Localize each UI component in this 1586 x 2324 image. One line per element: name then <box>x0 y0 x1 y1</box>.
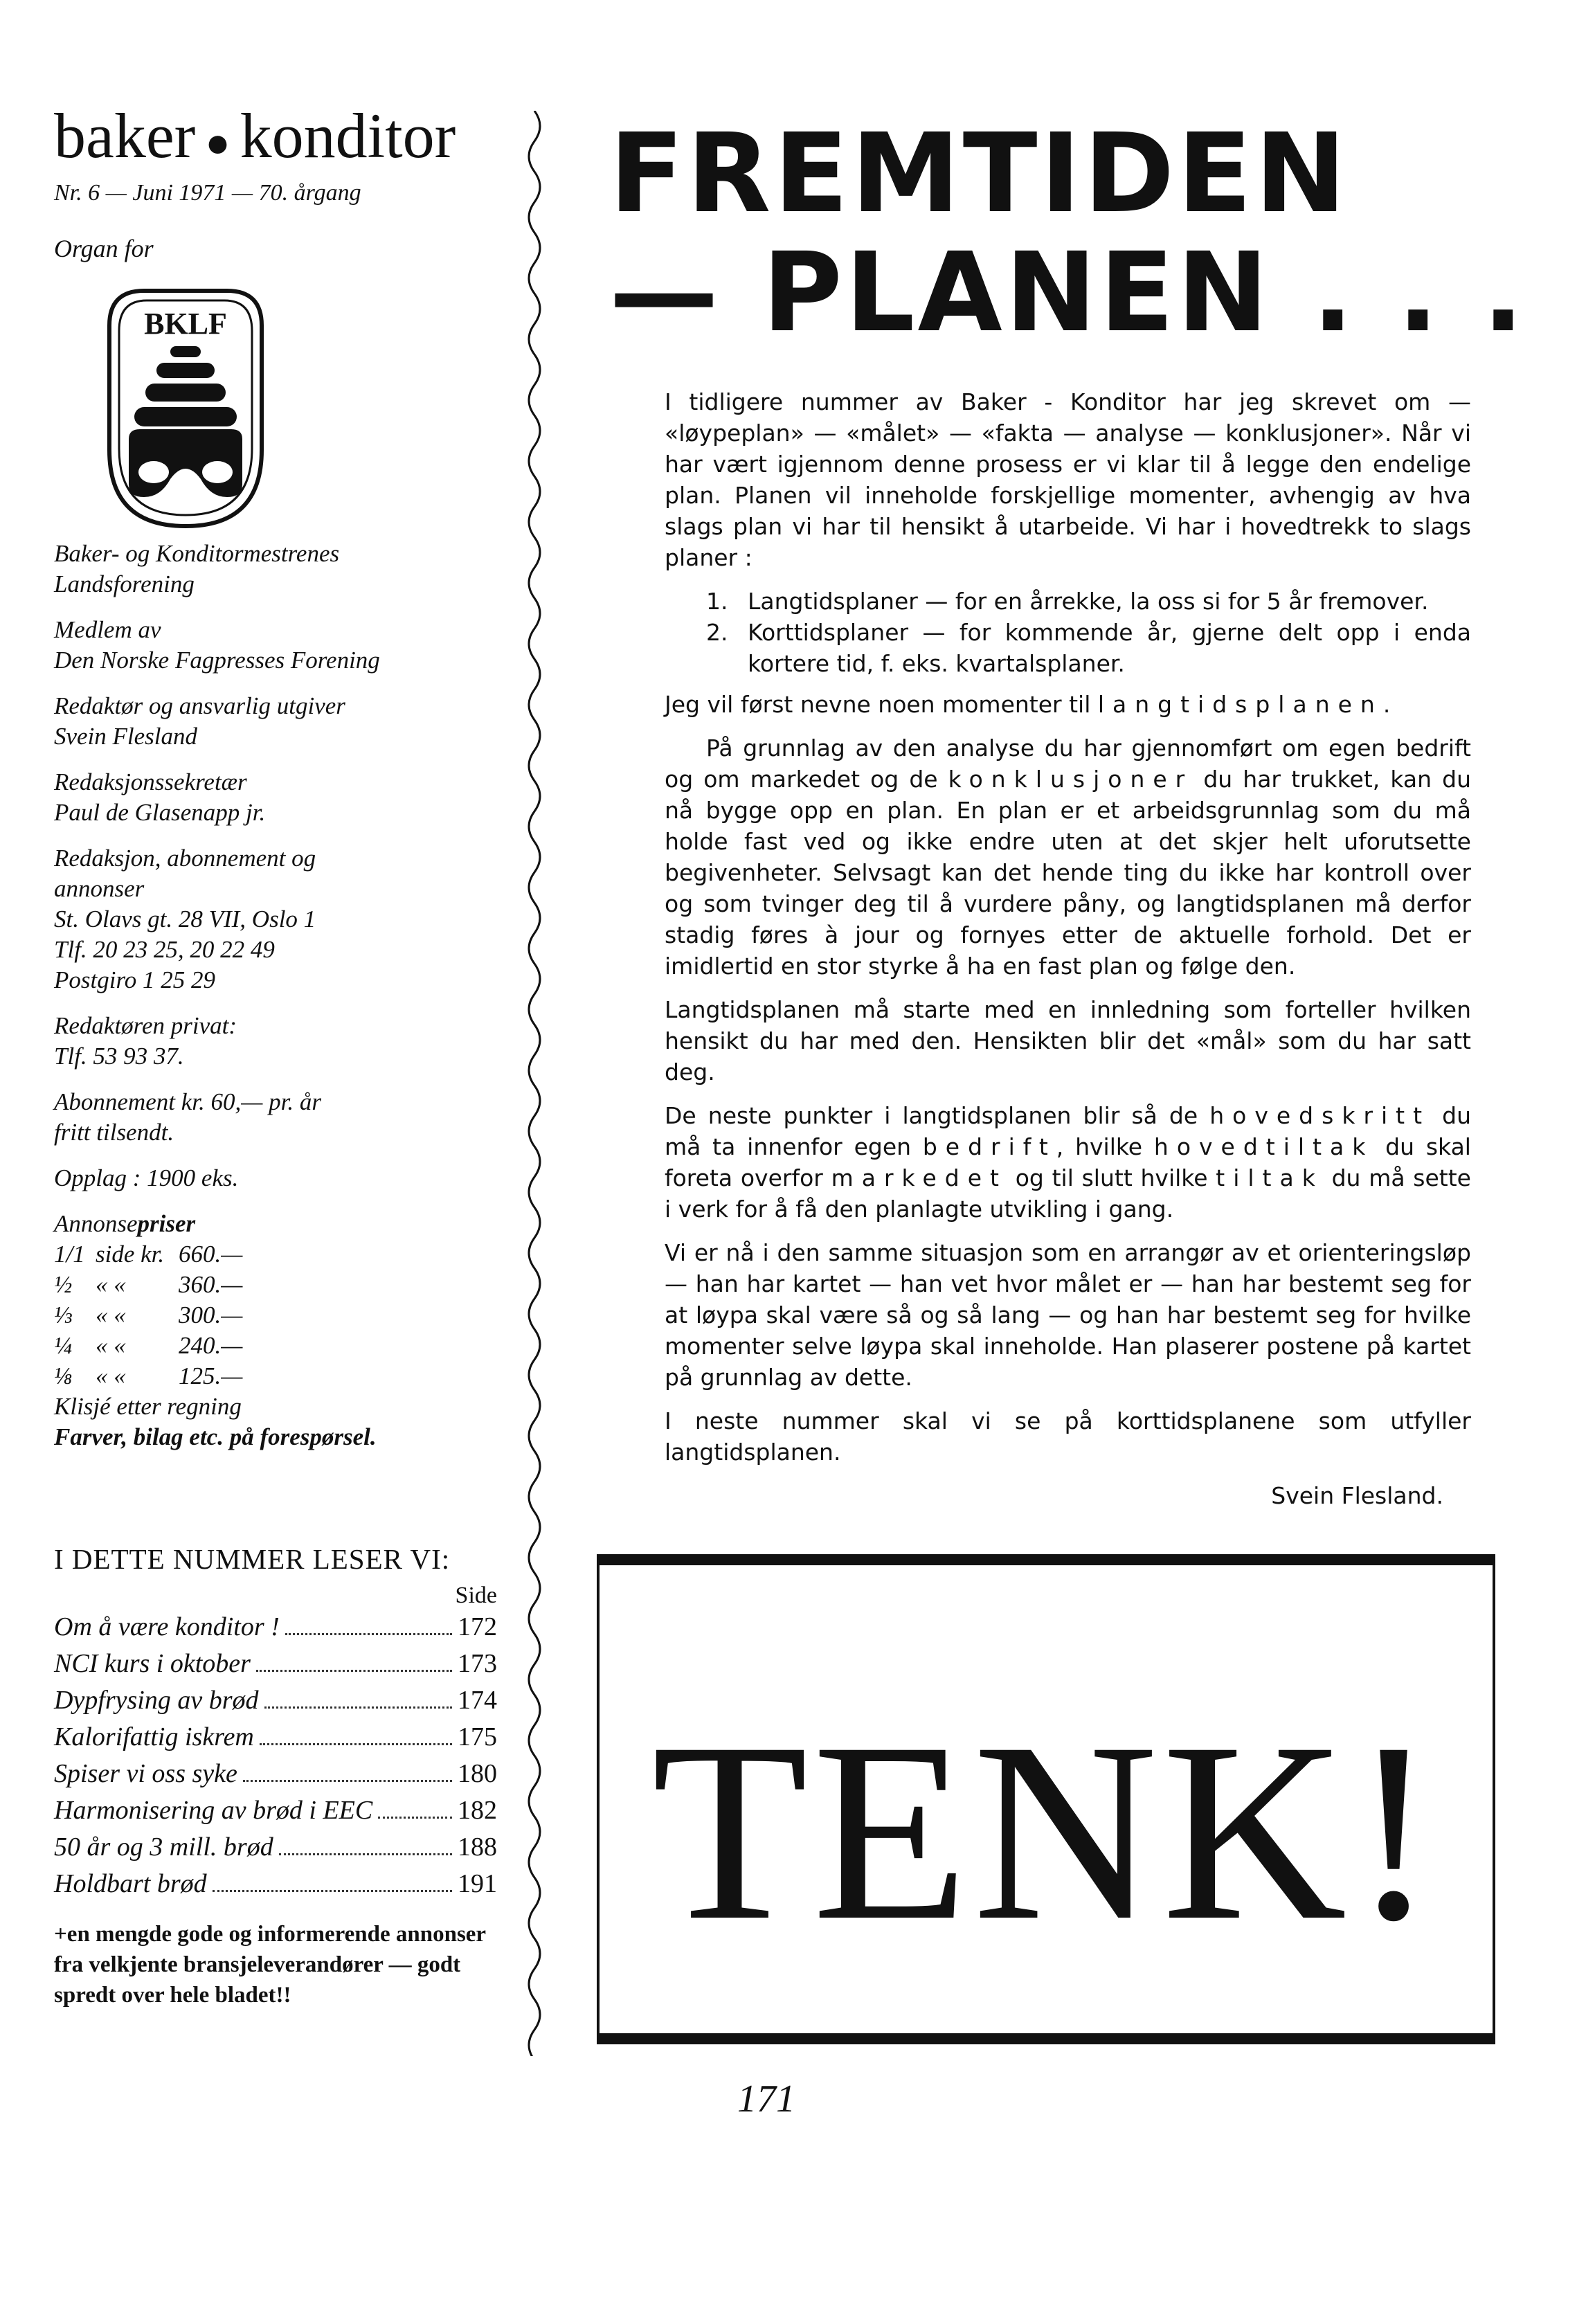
association-block <box>54 539 497 600</box>
toc-page: 182 <box>458 1796 497 1825</box>
text-run: du skal foreta overfor <box>665 1133 1471 1191</box>
toc-item[interactable] <box>54 1829 497 1866</box>
toc-page: 172 <box>458 1612 497 1641</box>
toc-item[interactable] <box>54 1792 497 1829</box>
association-line: Landsforening <box>54 570 195 597</box>
text-run: På grunnlag av den analyse du har gjennomført om egen bedrift og om markedet og de <box>665 735 1471 793</box>
article-paragraph: Vi er nå i den samme situasjon som en arrangør av et orienteringsløp — han har kartet — han vet hvor målet er — han har bestemt seg for at løypa skal være så og så lang — og han har bestemt seg for hvilke momenter selve løypa skal inneholde. Han plaserer postene på kartet på grunnlag av dette. <box>665 1239 1471 1391</box>
phone-line: Tlf. 20 23 25, 20 22 49 <box>54 936 275 963</box>
toc-title: Holdbart brød <box>54 1869 207 1898</box>
ad-price: 125.— <box>179 1362 243 1389</box>
headline-line1: FREMTIDEN <box>609 110 1349 237</box>
article-paragraph <box>665 689 1471 720</box>
ad-prices-block <box>54 1209 497 1452</box>
toc-page: 188 <box>458 1832 497 1862</box>
spaced-emphasis: tiltak <box>1216 1164 1324 1191</box>
bklf-emblem-logo <box>68 277 303 540</box>
toc-title: 50 år og 3 mill. brød <box>54 1832 273 1862</box>
ad-label: « « <box>96 1362 126 1389</box>
article-paragraph: I tidligere nummer av Baker - Konditor har jeg skrevet om — «løypeplan» — «målet» — «fakta — analyse — konklusjoner». Når vi har vært igjennom denne prosess er vi klar til å legge den endelige plan. Planen vil inneholde forskjellige momenter, avhengig av hva slags plan vi har til hensikt å utarbeide. Vi har i hovedtrekk to slags planer : <box>665 388 1471 571</box>
toc-item[interactable] <box>54 1646 497 1682</box>
association-line: Baker- og Konditormestrenes <box>54 540 340 567</box>
ad-price: 300.— <box>179 1301 243 1328</box>
address-line: St. Olavs gt. 28 VII, Oslo 1 <box>54 906 316 933</box>
spaced-emphasis: hovedtiltak <box>1153 1133 1374 1160</box>
tenk-text: TENK! <box>651 1690 1441 1974</box>
text-run: og til slutt hvilke <box>1007 1164 1216 1191</box>
text-run: Jeg vil først nevne noen momenter til <box>665 691 1098 718</box>
toc-title: Harmonisering av brød i EEC <box>54 1796 373 1825</box>
ad-size: ¼ <box>54 1332 73 1359</box>
plan-number: 1. <box>706 588 728 615</box>
secretary-line: Paul de Glasenapp jr. <box>54 799 266 826</box>
article-paragraph <box>665 1100 1471 1225</box>
ad-prices-heading-b: priser <box>137 1210 196 1237</box>
advertisers-note: +en mengde gode og informerende annonser fra velkjente bransjeleverandører — godt spredt over hele bladet!! <box>54 1922 486 2008</box>
toc-leader <box>378 1817 452 1819</box>
ad-price-row <box>54 1239 497 1270</box>
spaced-emphasis: markedet <box>831 1164 1007 1191</box>
author-signature: Svein Flesland. <box>1271 1482 1443 1509</box>
ad-price: 660.— <box>179 1241 243 1268</box>
secretary-line: Redaksjonssekretær <box>54 768 247 795</box>
title-baker: baker <box>54 100 196 171</box>
toc-item[interactable] <box>54 1756 497 1792</box>
text-run: du må sette i verk for å få den planlagte utvikling i gang. <box>665 1164 1471 1223</box>
toc-page: 175 <box>458 1722 497 1751</box>
toc-leader <box>279 1853 452 1855</box>
spaced-emphasis: bedrift <box>922 1133 1056 1160</box>
ad-price-row <box>54 1270 497 1300</box>
ad-size: ½ <box>54 1271 73 1298</box>
article-paragraph: I neste nummer skal vi se på korttidsplanene som utfyller langtidsplanen. <box>665 1407 1471 1466</box>
member-block <box>54 615 497 676</box>
toc-leader <box>260 1743 452 1745</box>
plan-number: 2. <box>706 619 728 646</box>
private-block <box>54 1011 497 1072</box>
editor-line: Svein Flesland <box>54 723 198 750</box>
cliche-line: Klisjé etter regning <box>54 1393 242 1420</box>
ad-price-row <box>54 1331 497 1361</box>
masthead <box>54 100 497 263</box>
member-line: Den Norske Fagpresses Forening <box>54 647 380 674</box>
wavy-column-divider <box>521 111 548 2056</box>
ad-label: « « <box>96 1301 126 1328</box>
toc-item[interactable] <box>54 1866 497 1902</box>
tenk-box <box>597 1554 1495 2044</box>
plan-list <box>706 586 1471 679</box>
organ-for-label: Organ for <box>54 235 154 262</box>
ad-price-row <box>54 1300 497 1331</box>
toc-title: Dypfrysing av brød <box>54 1686 259 1715</box>
text-run: du har trukket, kan du nå bygge opp en plan. En plan er et arbeidsgrunnlag som du må holde fast ved og ikke endre uten at det skjer helt uforutsette begivenheter. Selvsagt kan det hende ting du ikke har kontroll over og som tvinger deg til å vurdere påny, og langtidsplanen må derfor stadig føres à jour og fornyes etter de aktuelle forhold. Det er imidlertid en stor styrke å ha en fast plan og følge den. <box>665 766 1471 980</box>
secretary-block <box>54 767 497 828</box>
toc-leader <box>256 1670 452 1672</box>
article-paragraph: Langtidsplanen må starte med en innledning som forteller hvilken hensikt du har med den. Hensikten blir det «mål» som du har satt deg. <box>665 996 1471 1086</box>
spaced-emphasis: langtidsplanen. <box>1097 691 1399 718</box>
ad-label: « « <box>96 1332 126 1359</box>
toc-item[interactable] <box>54 1719 497 1756</box>
title-bullet: ● <box>205 119 231 165</box>
plan-text: Korttidsplaner — for kommende år, gjerne delt opp i enda kortere tid, f. eks. kvartalsplaner. <box>748 619 1471 677</box>
contents-heading: I DETTE NUMMER LESER VI: <box>54 1543 451 1575</box>
article-body <box>665 386 1471 1511</box>
spaced-emphasis: hovedskritt <box>1209 1102 1431 1129</box>
circulation-block <box>54 1163 497 1193</box>
editor-line: Redaktør og ansvarlig utgiver <box>54 692 345 719</box>
toc-leader <box>243 1780 452 1782</box>
subscription-block <box>54 1087 497 1148</box>
plan-item <box>706 586 1471 617</box>
svg-text:BKLF: BKLF <box>144 307 227 341</box>
ad-label: side kr. <box>96 1241 165 1268</box>
private-line: Redaktøren privat: <box>54 1012 237 1039</box>
article-headline <box>609 110 1527 357</box>
ad-size: ⅓ <box>54 1301 73 1328</box>
text-run: du må ta innenfor egen <box>665 1102 1471 1160</box>
ad-label: « « <box>96 1271 126 1298</box>
editor-block <box>54 691 497 752</box>
office-line: Redaksjon, abonnement og <box>54 845 316 872</box>
article-paragraph <box>665 732 1471 982</box>
ad-prices-heading <box>54 1209 497 1239</box>
page-number: 171 <box>737 2078 795 2120</box>
text-run: De neste punkter i langtidsplanen blir så de <box>665 1102 1210 1129</box>
office-line: annonser <box>54 875 145 902</box>
toc-page: 174 <box>458 1686 497 1715</box>
ad-size: ⅛ <box>54 1362 73 1389</box>
publisher-info <box>54 539 497 1455</box>
text-run: , hvilke <box>1056 1133 1154 1160</box>
contents-box <box>54 1542 497 2010</box>
ad-prices-heading-a: Annonse <box>54 1210 138 1237</box>
spaced-emphasis: konklusjoner <box>948 766 1193 793</box>
postgiro-line: Postgiro 1 25 29 <box>54 966 216 993</box>
magazine-title <box>54 100 497 171</box>
office-block <box>54 843 497 996</box>
title-konditor: konditor <box>240 100 456 171</box>
plan-item <box>706 617 1471 679</box>
toc-leader <box>285 1633 452 1635</box>
toc-item[interactable] <box>54 1682 497 1719</box>
subscription-line: fritt tilsendt. <box>54 1119 174 1146</box>
toc-leader <box>213 1890 452 1892</box>
private-line: Tlf. 53 93 37. <box>54 1043 184 1070</box>
ad-price: 360.— <box>179 1271 243 1298</box>
toc-page: 191 <box>458 1869 497 1898</box>
plan-text: Langtidsplaner — for en årrekke, la oss si for 5 år fremover. <box>748 588 1429 615</box>
toc-title: Spiser vi oss syke <box>54 1759 237 1788</box>
member-line: Medlem av <box>54 616 161 643</box>
subscription-line: Abonnement kr. 60,— pr. år <box>54 1088 321 1115</box>
side-label: Side <box>455 1583 497 1608</box>
headline-line2: — PLANEN . . . <box>609 229 1527 357</box>
toc-page: 173 <box>458 1649 497 1678</box>
toc-title: Kalorifattig iskrem <box>54 1722 254 1751</box>
ad-price: 240.— <box>179 1332 243 1359</box>
toc-leader <box>264 1706 452 1709</box>
toc-item[interactable] <box>54 1609 497 1646</box>
issue-line: Nr. 6 — Juni 1971 — 70. årgang <box>54 180 361 206</box>
circulation-line: Opplag : 1900 eks. <box>54 1164 239 1191</box>
toc-title: NCI kurs i oktober <box>54 1649 251 1678</box>
ad-size: 1/1 <box>54 1241 85 1268</box>
toc-page: 180 <box>458 1759 497 1788</box>
toc-title: Om å være konditor ! <box>54 1612 280 1641</box>
colors-line: Farver, bilag etc. på forespørsel. <box>54 1423 377 1450</box>
ad-price-row <box>54 1361 497 1391</box>
